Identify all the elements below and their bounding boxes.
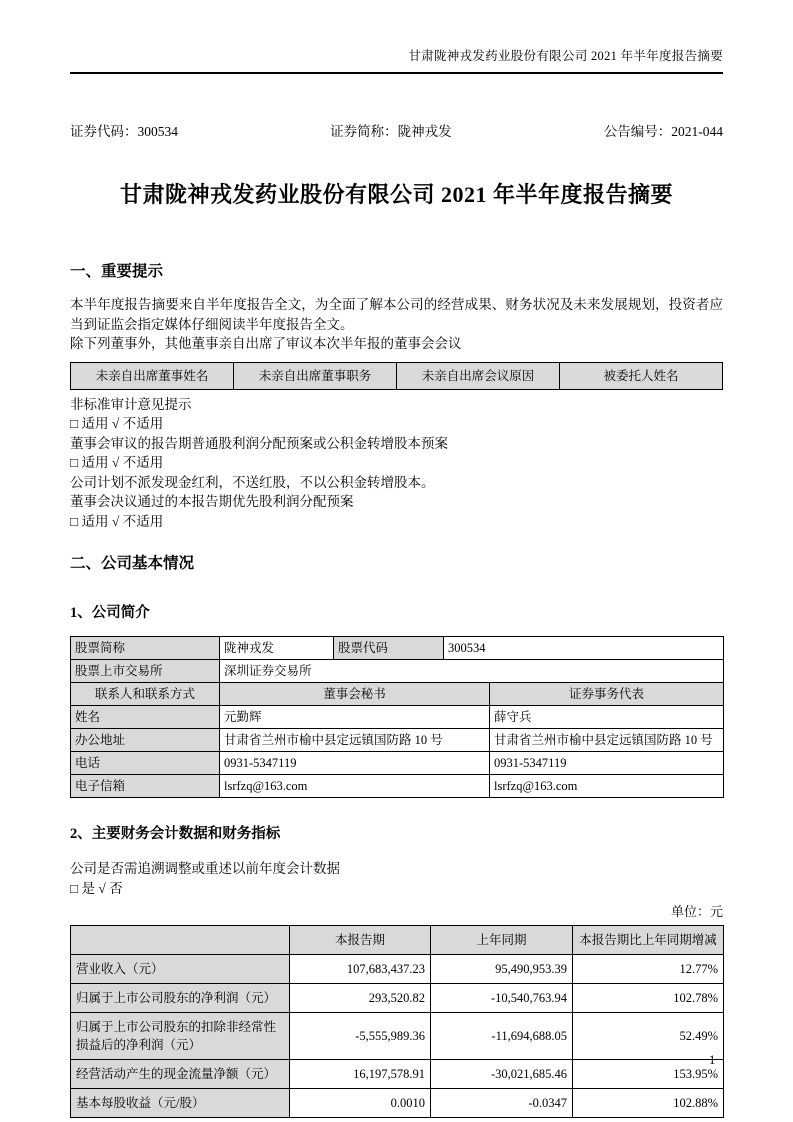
value-cell: 293,520.82 (290, 984, 431, 1013)
secretary-name-cell: 元勤辉 (220, 706, 490, 729)
value-cell: -30,021,685.46 (431, 1060, 573, 1089)
table-row (71, 637, 724, 660)
preferred-dividend-note: 董事会决议通过的本报告期优先股利润分配预案 (70, 494, 354, 509)
prior-period-header-cell: 上年同期 (431, 926, 573, 955)
stock-abbr-label-cell: 股票简称 (71, 637, 220, 660)
absent-name-header-cell: 未亲自出席董事姓名 (71, 362, 234, 389)
stock-code-text: 证券代码：300534 (70, 124, 178, 139)
table-row (71, 1013, 724, 1060)
page-content (70, 0, 723, 1118)
running-header-title: 甘肃陇神戎发药业股份有限公司 2021 年半年度报告摘要 (70, 0, 723, 74)
value-cell: -0.0347 (431, 1089, 573, 1118)
table-row (71, 362, 723, 389)
company-profile-table (70, 636, 724, 798)
attendance-note: 除下列董事外，其他董事亲自出席了审议本次半年报的董事会会议 (70, 336, 462, 351)
table-row (71, 955, 724, 984)
representative-phone-cell: 0931-5347119 (490, 752, 724, 775)
current-period-header-cell: 本报告期 (290, 926, 431, 955)
securities-info-row (70, 120, 723, 140)
value-cell: 16,197,578.91 (290, 1060, 431, 1089)
address-label-cell: 办公地址 (71, 729, 220, 752)
applicability-option: □ 适用 √ 不适用 (70, 416, 164, 431)
dividend-plan-note: 董事会审议的报告期普通股利润分配预案或公积金转增股本预案 (70, 435, 448, 451)
value-cell: 153.95% (573, 1060, 724, 1089)
section-heading-company-overview: 二、公司基本情况 (70, 555, 195, 572)
absent-reason-header-cell: 未亲自出席会议原因 (397, 362, 560, 389)
representative-header-cell: 证券事务代表 (490, 683, 724, 706)
blank-header-cell (71, 926, 290, 955)
exchange-label-cell: 股票上市交易所 (71, 660, 220, 683)
value-cell: 95,490,953.39 (431, 955, 573, 984)
absent-directors-table (70, 362, 723, 390)
absent-title-header-cell: 未亲自出席董事职务 (234, 362, 397, 389)
announcement-no-text: 公告编号：2021-044 (603, 124, 723, 139)
restatement-question: 公司是否需追溯调整或重述以前年度会计数据 (70, 861, 340, 876)
table-header-row (71, 926, 724, 955)
value-cell: 107,683,437.23 (290, 955, 431, 984)
intro-paragraph: 本半年度报告摘要来自半年度报告全文，为全面了解本公司的经营成果、财务状况及未来发展规划，投资者应当到证监会指定媒体仔细阅读半年度报告全文。 (70, 297, 723, 332)
report-title: 甘肃陇神戎发药业股份有限公司 2021 年半年度报告摘要 (119, 182, 673, 207)
secretary-header-cell: 董事会秘书 (220, 683, 490, 706)
table-row (71, 984, 724, 1013)
delegate-name-header-cell: 被委托人姓名 (560, 362, 723, 389)
value-cell: 102.88% (573, 1089, 724, 1118)
table-row (71, 660, 724, 683)
value-cell: 0.0010 (290, 1089, 431, 1118)
page-number: 1 (709, 1053, 716, 1067)
applicability-option: □ 适用 √ 不适用 (70, 513, 164, 529)
financial-indicators-table (70, 925, 724, 1118)
table-row (71, 775, 724, 798)
table-row (71, 729, 724, 752)
section-heading-important-notice: 一、重要提示 (70, 263, 164, 280)
row-label-cell: 基本每股收益（元/股） (71, 1089, 290, 1118)
non-standard-audit-note: 非标准审计意见提示 (70, 396, 192, 412)
table-row (71, 683, 724, 706)
value-cell: 12.77% (573, 955, 724, 984)
table-row (71, 1089, 724, 1118)
stock-code-label-cell: 股票代码 (334, 637, 444, 660)
value-cell: 102.78% (573, 984, 724, 1013)
row-label-cell: 归属于上市公司股东的扣除非经常性损益后的净利润（元） (71, 1013, 290, 1060)
row-label-cell: 营业收入（元） (71, 955, 290, 984)
value-cell: 52.49% (573, 1013, 724, 1060)
contact-header-cell: 联系人和联系方式 (71, 683, 220, 706)
exchange-value-cell: 深圳证券交易所 (220, 660, 724, 683)
phone-label-cell: 电话 (71, 752, 220, 775)
restatement-choice: □ 是 √ 否 (70, 880, 123, 896)
stock-code-value-cell: 300534 (444, 637, 724, 660)
change-header-cell: 本报告期比上年同期增减 (573, 926, 724, 955)
unit-label: 单位：元 (670, 904, 723, 919)
stock-abbr-text: 证券简称：陇神戎发 (330, 124, 452, 139)
name-label-cell: 姓名 (71, 706, 220, 729)
email-label-cell: 电子信箱 (71, 775, 220, 798)
row-label-cell: 经营活动产生的现金流量净额（元） (71, 1060, 290, 1089)
secretary-email-cell: lsrfzq@163.com (220, 775, 490, 798)
representative-address-cell: 甘肃省兰州市榆中县定远镇国防路 10 号 (490, 729, 724, 752)
secretary-phone-cell: 0931-5347119 (220, 752, 490, 775)
table-row (71, 706, 724, 729)
secretary-address-cell: 甘肃省兰州市榆中县定远镇国防路 10 号 (220, 729, 490, 752)
table-row (71, 752, 724, 775)
representative-email-cell: lsrfzq@163.com (490, 775, 724, 798)
table-row (71, 1060, 724, 1089)
row-label-cell: 归属于上市公司股东的净利润（元） (71, 984, 290, 1013)
representative-name-cell: 薛守兵 (490, 706, 724, 729)
notice-lines (70, 395, 723, 532)
value-cell: -5,555,989.36 (290, 1013, 431, 1060)
stock-abbr-value-cell: 陇神戎发 (220, 637, 334, 660)
value-cell: -10,540,763.94 (431, 984, 573, 1013)
subsection-heading-financial-data: 2、主要财务会计数据和财务指标 (70, 826, 281, 842)
subsection-heading-company-profile: 1、公司简介 (70, 605, 150, 621)
value-cell: -11,694,688.05 (431, 1013, 573, 1060)
no-dividend-statement: 公司计划不派发现金红利，不送红股，不以公积金转增股本。 (70, 474, 435, 490)
applicability-option: □ 适用 √ 不适用 (70, 455, 164, 470)
